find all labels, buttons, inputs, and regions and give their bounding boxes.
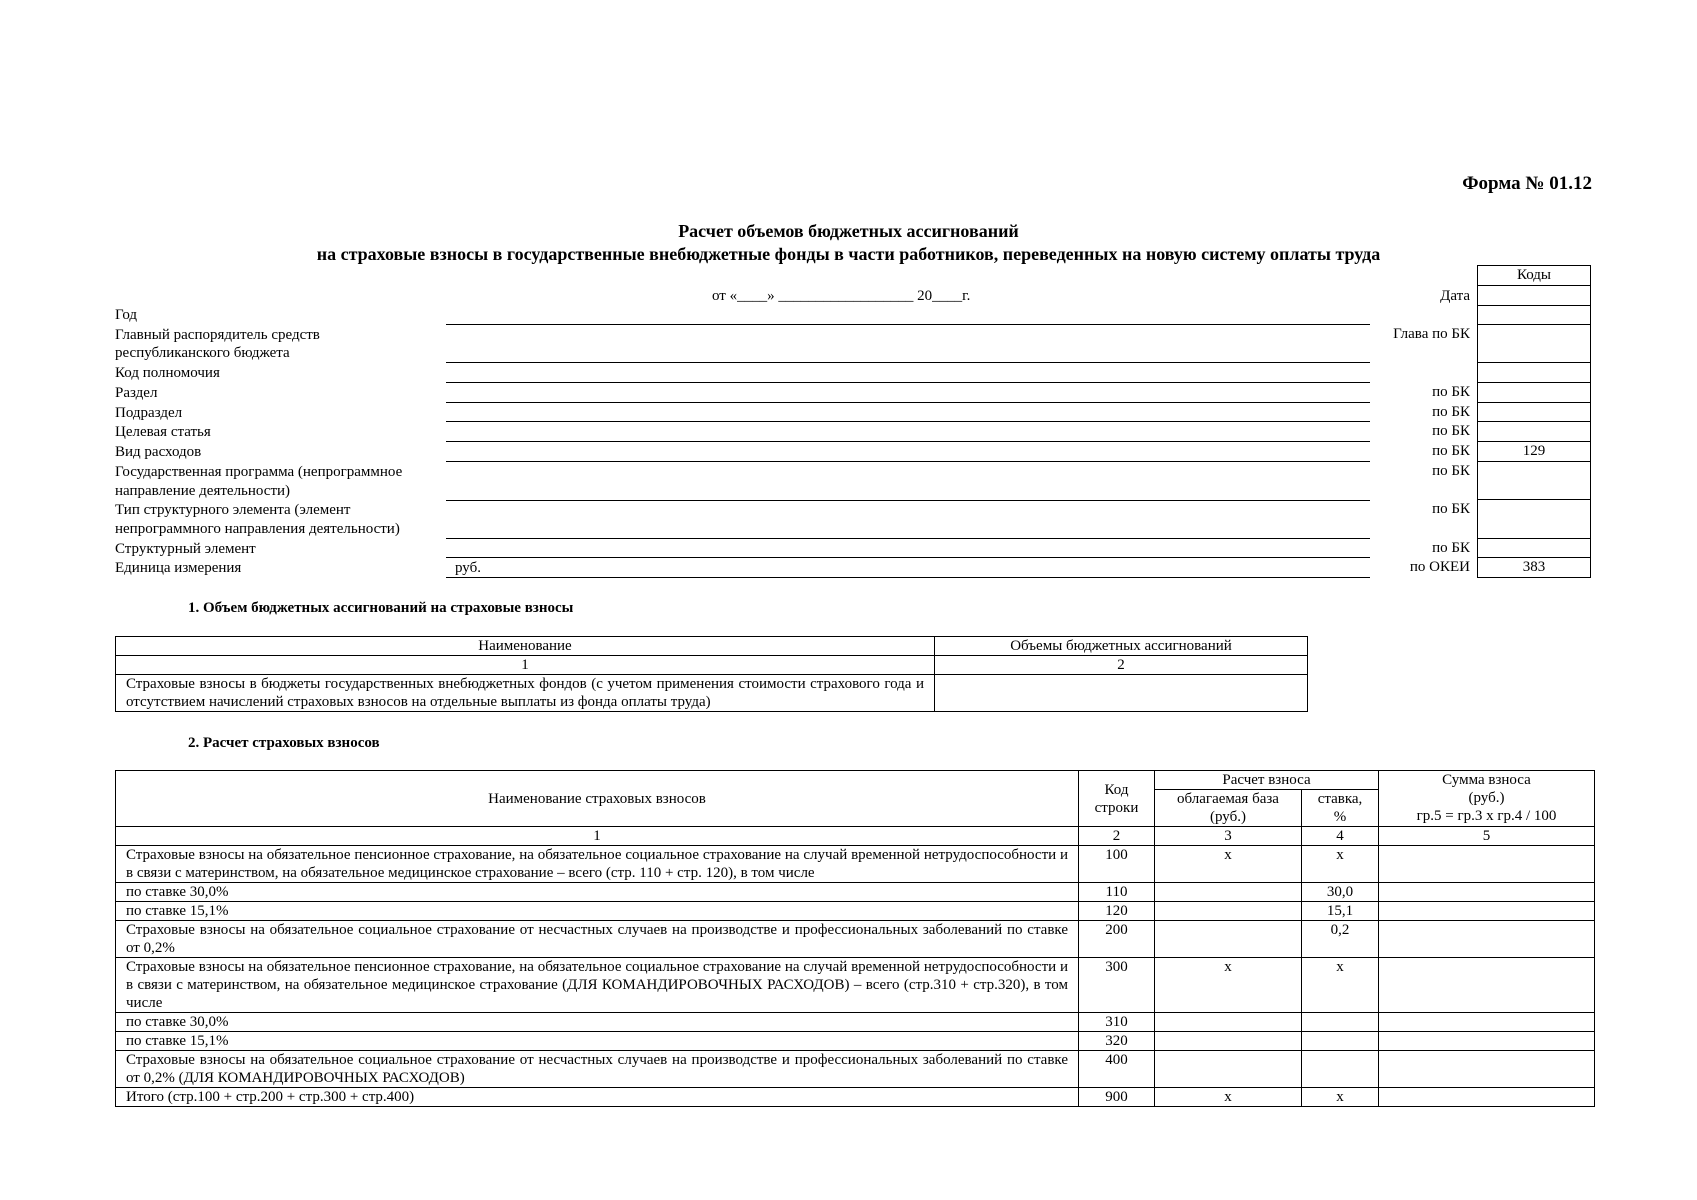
row-name: Страховые взносы на обязательное пенсионное страхование, на обязательное социальное страхование на случай временной нетрудоспособности и в связи с материнством, на обязательное медицинское страхование (ДЛЯ КОМАНДИРОВОЧНЫХ РАСХОДОВ) – всего (стр.310 + стр.320), в том числе: [116, 958, 1079, 1013]
section2-header-sum-2: (руб.): [1468, 790, 1505, 806]
row-code: 110: [1079, 883, 1155, 902]
code-cell-target[interactable]: [1478, 422, 1591, 442]
code-cell-head[interactable]: [1478, 325, 1591, 363]
row-sum[interactable]: [1379, 1051, 1595, 1088]
label-unit: Единица измерения: [115, 560, 242, 576]
label-bk-program: по БК: [1432, 463, 1470, 479]
code-cell-date[interactable]: [1478, 286, 1591, 306]
label-target-article: Целевая статья: [115, 424, 211, 440]
row-code: 200: [1079, 921, 1155, 958]
section2-header-code: [1079, 771, 1155, 827]
section1-table: [115, 636, 1308, 712]
section2-colnum-5: 5: [1379, 827, 1595, 846]
field-line-element-type[interactable]: [446, 538, 1370, 539]
section2-colnum-1: 1: [116, 827, 1079, 846]
section2-header-rate: [1302, 790, 1379, 827]
section2-header-sum-3: гр.5 = гр.3 х гр.4 / 100: [1416, 808, 1557, 824]
row-name: Страховые взносы на обязательное пенсионное страхование, на обязательное социальное страхование на случай временной нетрудоспособности и в связи с материнством, на обязательное медицинское страхование – всего (стр. 110 + стр. 120), в том числе: [116, 846, 1079, 883]
label-year: Год: [115, 307, 138, 323]
row-code: 120: [1079, 902, 1155, 921]
section2-header-sum-1: Сумма взноса: [1442, 772, 1531, 788]
row-code: 100: [1079, 846, 1155, 883]
table-row: [116, 1051, 1595, 1088]
section1-colnum-2: 2: [935, 656, 1308, 675]
row-rate[interactable]: 0,2: [1302, 921, 1379, 958]
row-name: Страховые взносы на обязательное социальное страхование от несчастных случаев на производстве и профессиональных заболеваний по ставке от 0,2%: [116, 921, 1079, 958]
label-bk-section: по БК: [1432, 384, 1470, 400]
row-base[interactable]: [1155, 883, 1302, 902]
row-name: по ставке 15,1%: [116, 902, 1079, 921]
table-row: [116, 883, 1595, 902]
row-base[interactable]: [1155, 1051, 1302, 1088]
section2-header-sum: [1379, 771, 1595, 827]
label-subsection: Подраздел: [115, 405, 183, 421]
row-rate[interactable]: х: [1302, 1088, 1379, 1107]
row-name: по ставке 30,0%: [116, 883, 1079, 902]
label-section: Раздел: [115, 385, 158, 401]
row-code: 900: [1079, 1088, 1155, 1107]
document-title: Расчет объемов бюджетных ассигнований: [678, 221, 1019, 241]
row-sum[interactable]: [1379, 883, 1595, 902]
row-rate[interactable]: х: [1302, 846, 1379, 883]
label-program-1: Государственная программа (непрограммное: [115, 464, 403, 480]
label-bk-target: по БК: [1432, 423, 1470, 439]
row-base[interactable]: [1155, 1013, 1302, 1032]
row-rate[interactable]: [1302, 1032, 1379, 1051]
field-line-structural[interactable]: [446, 557, 1370, 558]
row-name: по ставке 15,1%: [116, 1032, 1079, 1051]
unit-value: руб.: [455, 560, 481, 576]
code-cell-structural[interactable]: [1478, 539, 1591, 558]
section1-colnum-1: 1: [116, 656, 935, 675]
row-sum[interactable]: [1379, 1032, 1595, 1051]
section2-header-code-2: строки: [1094, 799, 1139, 816]
field-line-grbs[interactable]: [446, 362, 1370, 363]
field-line-section[interactable]: [446, 402, 1370, 403]
table-row: [116, 958, 1595, 1013]
row-sum[interactable]: [1379, 1013, 1595, 1032]
row-rate[interactable]: 15,1: [1302, 902, 1379, 921]
label-element-type-1: Тип структурного элемента (элемент: [115, 502, 351, 518]
section1-title: 1. Объем бюджетных ассигнований на страховые взносы: [188, 600, 574, 616]
table-row: [116, 902, 1595, 921]
label-date: Дата: [1440, 288, 1470, 304]
section2-header-calc: Расчет взноса: [1155, 771, 1379, 790]
label-bk-subsection: по БК: [1432, 404, 1470, 420]
codes-table: [1477, 265, 1591, 578]
label-structural-element: Структурный элемент: [115, 541, 256, 557]
row-name: Итого (стр.100 + стр.200 + стр.300 + стр.400): [116, 1088, 1079, 1107]
section2-header-rate-2: %: [1333, 809, 1347, 825]
field-line-authority[interactable]: [446, 382, 1370, 383]
row-sum[interactable]: [1379, 846, 1595, 883]
codes-header: Коды: [1478, 266, 1591, 286]
code-cell-section[interactable]: [1478, 383, 1591, 403]
section2-table: [115, 770, 1595, 1107]
section2-header-base-2: (руб.): [1210, 809, 1246, 825]
table-row: [116, 921, 1595, 958]
row-sum[interactable]: [1379, 958, 1595, 1013]
table-row: [116, 1088, 1595, 1107]
row-base[interactable]: [1155, 1032, 1302, 1051]
section1-header-name: Наименование: [116, 637, 935, 656]
row-code: 400: [1079, 1051, 1155, 1088]
label-head-bk: Глава по БК: [1393, 326, 1470, 342]
label-expense-type: Вид расходов: [115, 444, 202, 460]
section2-header-code-1: Код: [1104, 781, 1129, 798]
label-bk-structural: по БК: [1432, 540, 1470, 556]
row-sum[interactable]: [1379, 1088, 1595, 1107]
row-rate[interactable]: х: [1302, 958, 1379, 1013]
table-row: [116, 1032, 1595, 1051]
label-bk-element-type: по БК: [1432, 501, 1470, 517]
row-base[interactable]: х: [1155, 1088, 1302, 1107]
section1-row-name: Страховые взносы в бюджеты государственных внебюджетных фондов (с учетом применения стоимости страхового года и отсутствием начислений страховых взносов на отдельные выплаты из фонда оплаты труда): [116, 675, 935, 712]
field-line-year[interactable]: [446, 324, 1370, 325]
row-code: 320: [1079, 1032, 1155, 1051]
row-rate[interactable]: [1302, 1051, 1379, 1088]
code-cell-okei[interactable]: 383: [1478, 558, 1591, 578]
label-authority-code: Код полномочия: [115, 365, 220, 381]
date-line: от «____» __________________ 20____г.: [712, 288, 971, 304]
row-name: по ставке 30,0%: [116, 1013, 1079, 1032]
label-element-type-2: непрограммного направления деятельности): [115, 521, 400, 537]
row-sum[interactable]: [1379, 921, 1595, 958]
code-cell-expense[interactable]: 129: [1478, 442, 1591, 462]
field-line-target[interactable]: [446, 441, 1370, 442]
field-line-program[interactable]: [446, 500, 1370, 501]
section1-row-value[interactable]: [935, 675, 1308, 712]
section2-title: 2. Расчет страховых взносов: [188, 735, 380, 751]
section2-header-name: Наименование страховых взносов: [116, 771, 1079, 827]
row-code: 310: [1079, 1013, 1155, 1032]
label-okei: по ОКЕИ: [1409, 559, 1470, 575]
form-number: Форма № 01.12: [1462, 173, 1592, 194]
row-base[interactable]: х: [1155, 846, 1302, 883]
row-base[interactable]: х: [1155, 958, 1302, 1013]
row-name: Страховые взносы на обязательное социальное страхование от несчастных случаев на производстве и профессиональных заболеваний по ставке от 0,2% (ДЛЯ КОМАНДИРОВОЧНЫХ РАСХОДОВ): [116, 1051, 1079, 1088]
section1-header-volume: Объемы бюджетных ассигнований: [935, 637, 1308, 656]
table-row: [116, 846, 1595, 883]
code-cell-program[interactable]: [1478, 462, 1591, 500]
label-program-2: направление деятельности): [115, 483, 291, 499]
row-code: 300: [1079, 958, 1155, 1013]
row-base[interactable]: [1155, 902, 1302, 921]
section2-colnum-3: 3: [1155, 827, 1302, 846]
section2-header-base-1: облагаемая база: [1177, 791, 1279, 807]
code-cell-year[interactable]: [1478, 306, 1591, 325]
field-line-subsection[interactable]: [446, 421, 1370, 422]
label-grbs-2: республиканского бюджета: [115, 345, 290, 361]
row-base[interactable]: [1155, 921, 1302, 958]
field-line-expense[interactable]: [446, 461, 1370, 462]
table-row: [116, 1013, 1595, 1032]
section2-header-base: [1155, 790, 1302, 827]
row-rate[interactable]: [1302, 1013, 1379, 1032]
field-line-unit[interactable]: [446, 577, 1370, 578]
code-cell-element-type[interactable]: [1478, 500, 1591, 539]
code-cell-subsection[interactable]: [1478, 403, 1591, 422]
label-grbs-1: Главный распорядитель средств: [115, 327, 320, 343]
document-subtitle: на страховые взносы в государственные внебюджетные фонды в части работников, переведенных на новую систему оплаты труда: [316, 244, 1381, 264]
row-sum[interactable]: [1379, 902, 1595, 921]
section2-colnum-4: 4: [1302, 827, 1379, 846]
label-bk-expense: по БК: [1432, 443, 1470, 459]
code-cell-authority[interactable]: [1478, 363, 1591, 383]
section2-colnum-2: 2: [1079, 827, 1155, 846]
row-rate[interactable]: 30,0: [1302, 883, 1379, 902]
section2-header-rate-1: ставка,: [1317, 791, 1363, 807]
